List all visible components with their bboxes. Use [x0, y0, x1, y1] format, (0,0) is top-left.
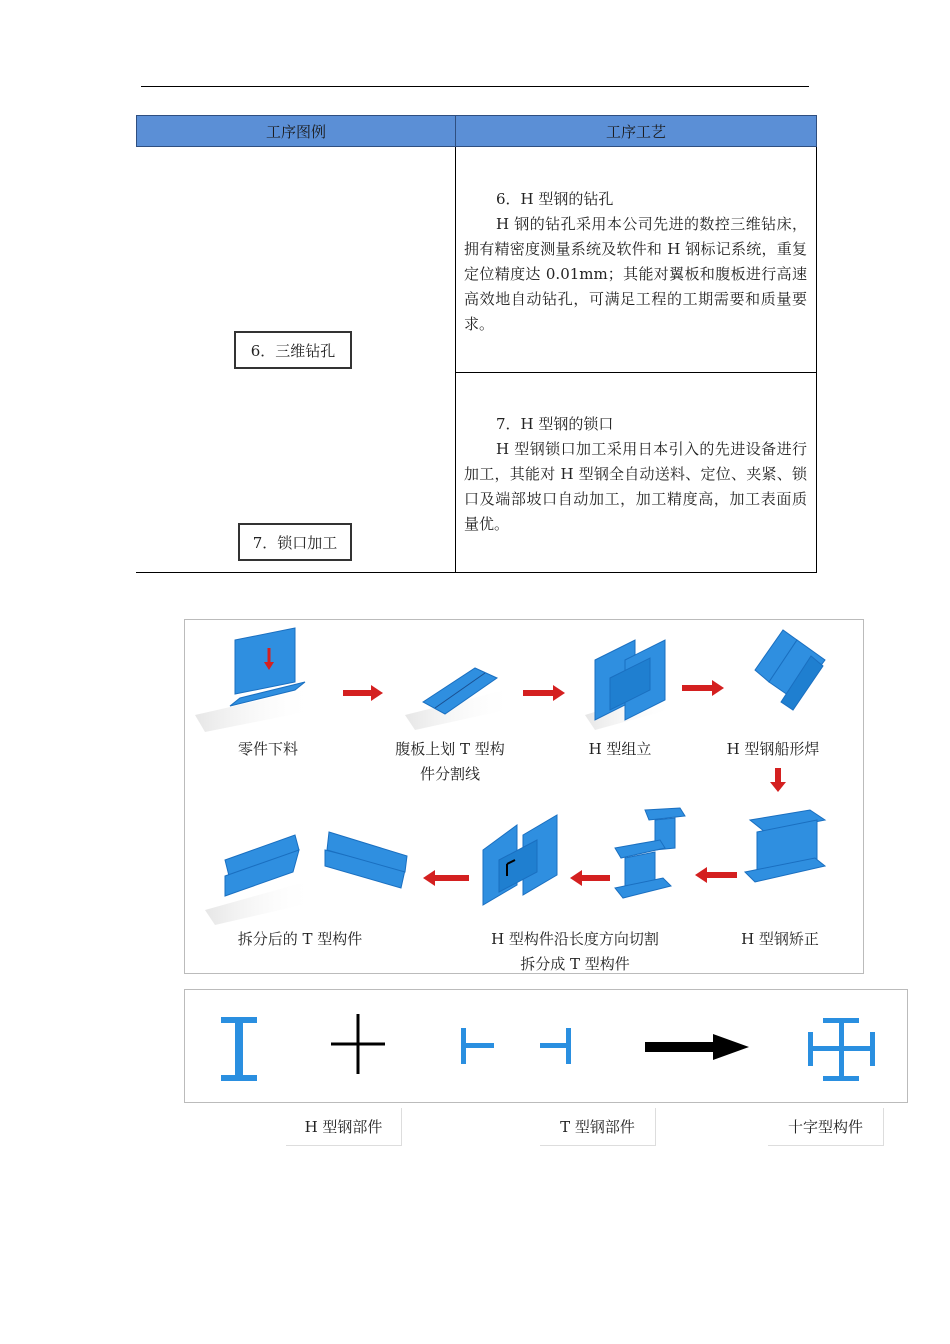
row-title: 7．H 型钢的锁口 — [496, 415, 614, 433]
red-arrow-down-icon — [770, 768, 786, 792]
caption-t-section: T 型钢部件 — [540, 1108, 656, 1146]
split-t-illustration — [225, 832, 407, 896]
h-cut-illustration — [483, 815, 557, 905]
flow-step-label: 零件下料 — [237, 740, 298, 758]
table-row — [464, 412, 807, 537]
step-label-drilling: 6．三维钻孔 — [234, 331, 352, 369]
flow-step-label: 拆分后的 T 型构件 — [237, 930, 363, 948]
table-bottom-border — [136, 572, 817, 573]
header-rule — [141, 86, 809, 87]
column-divider — [455, 147, 456, 573]
red-arrow-left-icon — [695, 867, 737, 883]
caption-h-section: H 型钢部件 — [286, 1108, 402, 1146]
cutting-illustration — [615, 808, 685, 898]
red-arrow-icon — [343, 685, 383, 701]
t-section-right-icon — [540, 1028, 571, 1064]
h-section-icon — [221, 1017, 257, 1081]
red-arrow-left-icon — [570, 870, 610, 886]
red-arrow-icon — [682, 680, 724, 696]
t-section-left-icon — [461, 1028, 494, 1064]
boat-welding-illustration — [755, 630, 825, 710]
flow-step-label: H 型组立 — [588, 740, 652, 758]
arrow-right-icon — [645, 1034, 749, 1060]
section-symbol-diagram — [184, 989, 908, 1103]
flow-illustration — [185, 620, 865, 975]
fabrication-flow-diagram — [184, 619, 864, 974]
red-arrow-left-icon — [423, 870, 469, 886]
row-body: H 型钢锁口加工采用日本引入的先进设备进行加工，其能对 H 型钢全自动送料、定位、夹紧、锁口及端部坡口自动加工，加工精度高，加工表面质量优。 — [464, 440, 807, 533]
red-arrow-icon — [523, 685, 565, 701]
straightening-illustration — [745, 810, 825, 882]
flow-step-label: H 型钢船形焊 — [726, 740, 820, 758]
step-label-notching: 7．锁口加工 — [238, 523, 352, 561]
table-row — [464, 187, 807, 337]
cross-section-icon — [808, 1018, 875, 1081]
plus-icon — [331, 1014, 385, 1074]
row-divider — [455, 372, 817, 373]
caption-cross-section: 十字型构件 — [768, 1108, 884, 1146]
flow-step-label: H 型钢矫正 — [741, 930, 819, 948]
flow-step-label: H 型构件沿长度方向切割拆分成 T 型构件 — [491, 930, 659, 973]
table-header-process: 工序工艺 — [455, 115, 817, 147]
row-title: 6．H 型钢的钻孔 — [496, 190, 614, 208]
table-header-diagram: 工序图例 — [136, 115, 456, 147]
table-right-border — [816, 147, 817, 573]
section-symbols — [185, 990, 909, 1104]
flow-step-label: 腹板上划 T 型构件分割线 — [395, 740, 505, 783]
row-body: H 钢的钻孔采用本公司先进的数控三维钻床，拥有精密度测量系统及软件和 H 钢标记系统，重复定位精度达 0.01mm；其能对翼板和腹板进行高速高效地自动钻孔，可满足工程的工期需要和质量要求。 — [464, 215, 807, 333]
